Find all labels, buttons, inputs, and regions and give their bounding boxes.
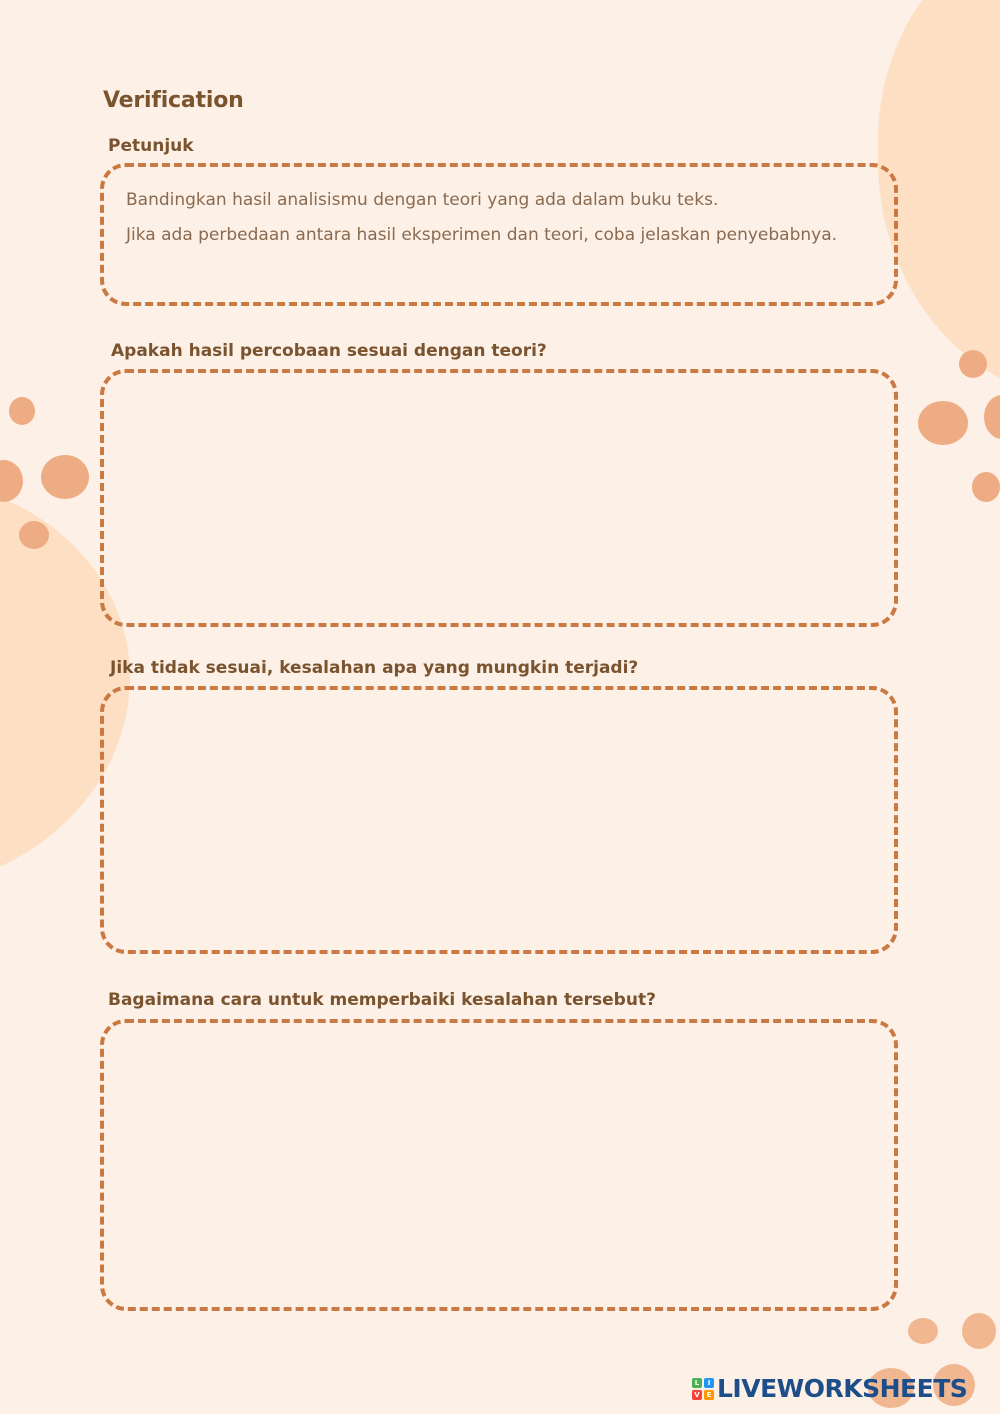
decorative-dot [908, 1318, 938, 1344]
question-1-answer-input[interactable] [104, 373, 894, 623]
question-1-label: Apakah hasil percobaan sesuai dengan teori? [111, 341, 547, 361]
question-2-label: Jika tidak sesuai, kesalahan apa yang mungkin terjadi? [110, 658, 639, 678]
question-3-answer-input[interactable] [104, 1023, 894, 1307]
question-2-answer-input[interactable] [104, 690, 894, 950]
decorative-dot [984, 395, 1000, 439]
decorative-dot [9, 397, 35, 425]
brand-name: LIVEWORKSHEETS [717, 1374, 968, 1403]
logo-letter-l: L [692, 1378, 702, 1388]
instructions-box [100, 163, 898, 306]
decorative-dot [19, 521, 49, 549]
instructions-label: Petunjuk [108, 136, 194, 156]
decorative-dot [959, 350, 987, 378]
question-1-answer-box [100, 369, 898, 627]
question-2-answer-box [100, 686, 898, 954]
logo-grid-icon [692, 1378, 714, 1400]
decorative-dot [972, 472, 1000, 502]
logo-letter-e: E [704, 1390, 714, 1400]
decorative-dot [0, 460, 23, 502]
instructions-text-line1: Bandingkan hasil analisismu dengan teori yang ada dalam buku teks. [126, 190, 719, 210]
question-3-label: Bagaimana cara untuk memperbaiki kesalahan tersebut? [108, 990, 656, 1010]
logo-letter-i: I [704, 1378, 714, 1388]
instructions-text-line2: Jika ada perbedaan antara hasil eksperimen dan teori, coba jelaskan penyebabnya. [126, 225, 838, 245]
page-title: Verification [103, 88, 244, 113]
question-3-answer-box [100, 1019, 898, 1311]
decorative-dot [918, 401, 968, 445]
decorative-dot [41, 455, 89, 499]
decorative-dot [962, 1313, 996, 1349]
liveworksheets-logo[interactable] [692, 1374, 967, 1403]
logo-letter-v: V [692, 1390, 702, 1400]
